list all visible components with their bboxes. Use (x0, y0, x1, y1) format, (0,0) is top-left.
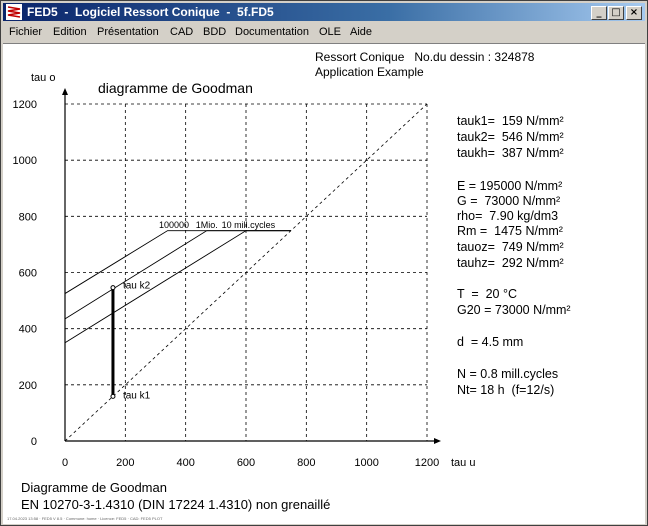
param-tauhz: tauhz= 292 N/mm² (457, 256, 564, 270)
x-tick-label: 0 (61, 457, 69, 469)
menu-bar (3, 23, 645, 42)
label-tau-k1: tau k1 (122, 390, 151, 402)
label-tau-k2: tau k2 (122, 280, 151, 292)
menu-aide[interactable]: Aide (350, 26, 373, 38)
menu-bdd[interactable]: BDD (203, 26, 227, 38)
param-g20: G20 = 73000 N/mm² (457, 303, 571, 317)
param-tauk1: tauk1= 159 N/mm² (457, 114, 564, 128)
menu-documentation[interactable]: Documentation (235, 26, 309, 38)
param-taukh: taukh= 387 N/mm² (457, 146, 564, 160)
x-tick-label: 1200 (414, 457, 440, 469)
close-icon: × (629, 7, 639, 18)
maximize-icon: □ (611, 7, 621, 18)
curve-label-3: 10 mill.cycles (221, 220, 276, 231)
x-tick-label: 200 (116, 457, 135, 469)
y-tick-label: 0 (30, 436, 37, 448)
application-label: Application Example (315, 65, 424, 79)
point-tau-k1 (111, 394, 115, 398)
menu-ole[interactable]: OLE (319, 26, 342, 38)
close-button[interactable] (626, 6, 642, 20)
curve-label-2: 1Mio. (195, 220, 218, 231)
y-tick-label: 400 (18, 323, 37, 336)
x-tick-label: 600 (236, 457, 256, 469)
param-rm: Rm = 1475 N/mm² (457, 224, 563, 238)
x-tick-label: 1000 (354, 457, 379, 469)
footer-title: Diagramme de Goodman (21, 480, 167, 495)
y-tick-label: 1000 (12, 155, 37, 168)
x-axis-arrow (434, 438, 441, 444)
material-designation: EN 10270-3-1.4310 (DIN 17224 1.4310) non grenaillé (21, 497, 331, 512)
param-cycles: N = 0.8 mill.cycles (457, 367, 559, 381)
spring-app-icon (6, 4, 22, 20)
param-tauoz: tauoz= 749 N/mm² (457, 240, 564, 254)
goodman-curve-1 (65, 231, 291, 294)
param-wire-diameter: d = 4.5 mm (457, 335, 524, 349)
minimize-button[interactable] (591, 6, 607, 20)
y-tick-label: 200 (18, 379, 37, 392)
title-bar[interactable] (3, 3, 645, 21)
fine-print: 17.04.2023 13:58 · FED5 V 8.5 · Commune: home · Licence: FED5 · CAD: FED5 PLOT (7, 516, 163, 521)
goodman-curve-2 (65, 231, 291, 319)
x-tick-label: 400 (176, 457, 195, 469)
param-tauk2: tauk2= 546 N/mm² (457, 130, 564, 144)
point-tau-k2 (111, 286, 115, 290)
curve-label-1: 100000 (158, 220, 190, 231)
window-title: FED5 - Logiciel Ressort Conique - 5f.FD5 (27, 5, 274, 19)
chart-title: diagramme de Goodman (98, 80, 253, 96)
y-tick-label: 800 (18, 211, 37, 224)
menu-fichier[interactable]: Fichier (9, 26, 43, 38)
x-tick-label: 800 (297, 457, 316, 469)
param-temperature: T = 20 °C (457, 287, 518, 301)
menu-cad[interactable]: CAD (170, 26, 194, 38)
param-g-modulus: G = 73000 N/mm² (457, 194, 561, 208)
x-axis-label: tau u (451, 457, 476, 469)
param-density: rho= 7.90 kg/dm3 (457, 209, 559, 223)
y-axis-label: tau o (31, 72, 56, 84)
param-e-modulus: E = 195000 N/mm² (457, 179, 563, 193)
document-area (3, 43, 645, 524)
drawing-number: Ressort Conique No.du dessin : 324878 (315, 50, 535, 64)
y-tick-label: 600 (18, 267, 37, 280)
param-lifetime: Nt= 18 h (f=12/s) (457, 383, 555, 397)
menu-presentation[interactable]: Présentation (97, 26, 159, 38)
menu-edition[interactable]: Edition (53, 26, 87, 38)
goodman-curve-3 (65, 231, 291, 343)
y-tick-label: 1200 (12, 99, 37, 111)
y-axis-arrow (62, 88, 68, 95)
minimize-icon: _ (596, 7, 602, 18)
maximize-button[interactable] (608, 6, 624, 20)
